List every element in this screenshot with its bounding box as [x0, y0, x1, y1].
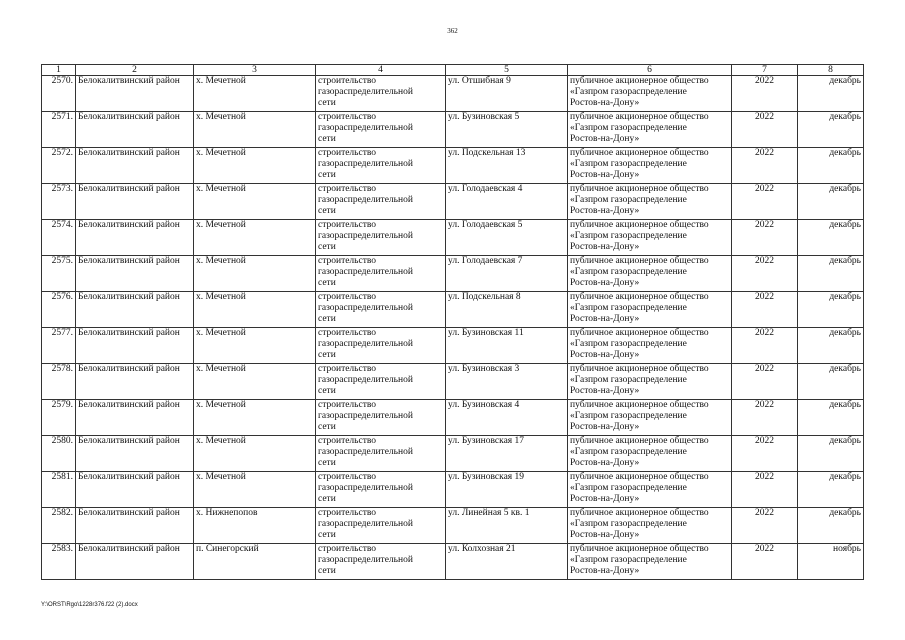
row-number-cell: 2575. — [42, 256, 76, 292]
month-cell: декабрь — [798, 76, 864, 112]
work-type-cell-line: газораспределительной — [318, 519, 413, 529]
locality-cell: х. Мечетной — [194, 436, 316, 472]
work-type-cell-line: газораспределительной — [318, 231, 413, 241]
work-type-cell-line: газораспределительной — [318, 159, 413, 169]
organization-cell-line: «Газпром газораспределение — [570, 411, 687, 421]
organization-cell-line: публичное акционерное общество — [570, 292, 709, 302]
month-cell: декабрь — [798, 184, 864, 220]
table-row — [42, 220, 864, 256]
district-cell: Белокалитвинский район — [76, 436, 194, 472]
work-type-cell-line: строительство — [318, 400, 377, 410]
work-type-cell-line: сети — [318, 314, 336, 324]
work-type-cell-line: строительство — [318, 436, 377, 446]
table-row — [42, 292, 864, 328]
address-cell: ул. Голодаевская 5 — [446, 220, 568, 256]
work-type-cell — [316, 436, 446, 472]
organization-cell — [568, 364, 732, 400]
locality-cell: х. Мечетной — [194, 220, 316, 256]
organization-cell-line: публичное акционерное общество — [570, 364, 709, 374]
work-type-cell-line: строительство — [318, 364, 377, 374]
organization-cell-line: Ростов-на-Дону» — [570, 386, 640, 396]
organization-cell-line: Ростов-на-Дону» — [570, 206, 640, 216]
address-cell: ул. Бузиновская 11 — [446, 328, 568, 364]
organization-cell-line: Ростов-на-Дону» — [570, 278, 640, 288]
work-type-cell-line: строительство — [318, 220, 377, 230]
work-type-cell-line: строительство — [318, 472, 377, 482]
locality-cell: х. Мечетной — [194, 148, 316, 184]
organization-cell-line: Ростов-на-Дону» — [570, 242, 640, 252]
organization-cell — [568, 328, 732, 364]
district-cell: Белокалитвинский район — [76, 400, 194, 436]
organization-cell-line: Ростов-на-Дону» — [570, 530, 640, 540]
work-type-cell-line: газораспределительной — [318, 483, 413, 493]
organization-cell-line: публичное акционерное общество — [570, 436, 709, 446]
year-cell: 2022 — [732, 148, 798, 184]
work-type-cell — [316, 292, 446, 328]
column-number: 6 — [568, 65, 732, 76]
year-cell: 2022 — [732, 76, 798, 112]
organization-cell-line: «Газпром газораспределение — [570, 519, 687, 529]
organization-cell-line: публичное акционерное общество — [570, 148, 709, 158]
work-type-cell-line: строительство — [318, 76, 377, 86]
work-type-cell — [316, 184, 446, 220]
file-path-footer: Y:\ORST\Rgo\1228r376.f22 (2).docx — [41, 602, 138, 608]
row-number-cell: 2570. — [42, 76, 76, 112]
district-cell: Белокалитвинский район — [76, 256, 194, 292]
work-type-cell — [316, 472, 446, 508]
organization-cell-line: публичное акционерное общество — [570, 400, 709, 410]
organization-cell-line: публичное акционерное общество — [570, 76, 709, 86]
work-type-cell-line: сети — [318, 566, 336, 576]
organization-cell-line: «Газпром газораспределение — [570, 231, 687, 241]
work-type-cell-line: строительство — [318, 328, 377, 338]
organization-cell-line: «Газпром газораспределение — [570, 555, 687, 565]
organization-cell — [568, 220, 732, 256]
work-type-cell — [316, 544, 446, 580]
month-cell: декабрь — [798, 220, 864, 256]
month-cell: декабрь — [798, 148, 864, 184]
address-cell: ул. Бузиновская 3 — [446, 364, 568, 400]
table-row — [42, 472, 864, 508]
page-number: 362 — [447, 27, 458, 35]
work-type-cell-line: газораспределительной — [318, 555, 413, 565]
column-number: 3 — [194, 65, 316, 76]
year-cell: 2022 — [732, 364, 798, 400]
year-cell: 2022 — [732, 400, 798, 436]
work-type-cell-line: сети — [318, 530, 336, 540]
work-type-cell-line: строительство — [318, 292, 377, 302]
row-number-cell: 2572. — [42, 148, 76, 184]
table-row — [42, 436, 864, 472]
work-type-cell-line: строительство — [318, 508, 377, 518]
address-cell: ул. Бузиновская 19 — [446, 472, 568, 508]
organization-cell — [568, 400, 732, 436]
organization-cell-line: «Газпром газораспределение — [570, 267, 687, 277]
row-number-cell: 2581. — [42, 472, 76, 508]
address-cell: ул. Колхозная 21 — [446, 544, 568, 580]
address-cell: ул. Бузиновская 4 — [446, 400, 568, 436]
organization-cell — [568, 112, 732, 148]
table-row — [42, 76, 864, 112]
year-cell: 2022 — [732, 184, 798, 220]
year-cell: 2022 — [732, 220, 798, 256]
organization-cell-line: Ростов-на-Дону» — [570, 494, 640, 504]
locality-cell: х. Мечетной — [194, 76, 316, 112]
row-number-cell: 2579. — [42, 400, 76, 436]
month-cell: декабрь — [798, 328, 864, 364]
organization-cell-line: «Газпром газораспределение — [570, 447, 687, 457]
table-row — [42, 400, 864, 436]
row-number-cell: 2582. — [42, 508, 76, 544]
table-row — [42, 544, 864, 580]
work-type-cell-line: газораспределительной — [318, 447, 413, 457]
work-type-cell-line: сети — [318, 134, 336, 144]
month-cell: декабрь — [798, 364, 864, 400]
month-cell: декабрь — [798, 436, 864, 472]
work-type-cell-line: газораспределительной — [318, 303, 413, 313]
organization-cell — [568, 148, 732, 184]
organization-cell-line: публичное акционерное общество — [570, 508, 709, 518]
work-type-cell-line: газораспределительной — [318, 339, 413, 349]
table-row — [42, 148, 864, 184]
organization-cell — [568, 184, 732, 220]
table-row — [42, 256, 864, 292]
organization-cell-line: Ростов-на-Дону» — [570, 98, 640, 108]
locality-cell: п. Синегорский — [194, 544, 316, 580]
organization-cell-line: публичное акционерное общество — [570, 328, 709, 338]
work-type-cell-line: газораспределительной — [318, 195, 413, 205]
work-type-cell-line: газораспределительной — [318, 267, 413, 277]
work-type-cell-line: сети — [318, 206, 336, 216]
address-cell: ул. Отшибная 9 — [446, 76, 568, 112]
locality-cell: х. Мечетной — [194, 112, 316, 148]
work-type-cell-line: сети — [318, 350, 336, 360]
district-cell: Белокалитвинский район — [76, 544, 194, 580]
locality-cell: х. Мечетной — [194, 400, 316, 436]
work-type-cell — [316, 112, 446, 148]
district-cell: Белокалитвинский район — [76, 364, 194, 400]
column-number: 5 — [446, 65, 568, 76]
work-type-cell-line: сети — [318, 278, 336, 288]
work-type-cell-line: газораспределительной — [318, 375, 413, 385]
column-number: 2 — [76, 65, 194, 76]
locality-cell: х. Мечетной — [194, 292, 316, 328]
address-cell: ул. Бузиновская 17 — [446, 436, 568, 472]
work-type-cell-line: строительство — [318, 256, 377, 266]
table-row — [42, 364, 864, 400]
organization-cell-line: «Газпром газораспределение — [570, 87, 687, 97]
year-cell: 2022 — [732, 436, 798, 472]
organization-cell-line: публичное акционерное общество — [570, 472, 709, 482]
row-number-cell: 2574. — [42, 220, 76, 256]
district-cell: Белокалитвинский район — [76, 112, 194, 148]
locality-cell: х. Мечетной — [194, 472, 316, 508]
address-cell: ул. Голодаевская 7 — [446, 256, 568, 292]
district-cell: Белокалитвинский район — [76, 328, 194, 364]
district-cell: Белокалитвинский район — [76, 472, 194, 508]
organization-cell-line: Ростов-на-Дону» — [570, 458, 640, 468]
work-type-cell — [316, 76, 446, 112]
organization-cell-line: Ростов-на-Дону» — [570, 314, 640, 324]
organization-cell-line: Ростов-на-Дону» — [570, 422, 640, 432]
year-cell: 2022 — [732, 508, 798, 544]
work-type-cell-line: строительство — [318, 148, 377, 158]
work-type-cell-line: сети — [318, 242, 336, 252]
work-type-cell-line: сети — [318, 458, 336, 468]
table-row — [42, 508, 864, 544]
work-type-cell-line: сети — [318, 494, 336, 504]
month-cell: декабрь — [798, 508, 864, 544]
locality-cell: х. Мечетной — [194, 256, 316, 292]
organization-cell-line: «Газпром газораспределение — [570, 483, 687, 493]
district-cell: Белокалитвинский район — [76, 292, 194, 328]
organization-cell-line: «Газпром газораспределение — [570, 303, 687, 313]
locality-cell: х. Мечетной — [194, 328, 316, 364]
month-cell: декабрь — [798, 292, 864, 328]
organization-cell — [568, 256, 732, 292]
work-type-cell-line: строительство — [318, 184, 377, 194]
row-number-cell: 2578. — [42, 364, 76, 400]
organization-cell — [568, 508, 732, 544]
address-cell: ул. Линейная 5 кв. 1 — [446, 508, 568, 544]
organization-cell-line: публичное акционерное общество — [570, 112, 709, 122]
work-type-cell — [316, 364, 446, 400]
locality-cell: х. Мечетной — [194, 364, 316, 400]
district-cell: Белокалитвинский район — [76, 220, 194, 256]
organization-cell — [568, 436, 732, 472]
work-type-cell-line: газораспределительной — [318, 411, 413, 421]
row-number-cell: 2583. — [42, 544, 76, 580]
district-cell: Белокалитвинский район — [76, 148, 194, 184]
month-cell: декабрь — [798, 256, 864, 292]
work-type-cell — [316, 220, 446, 256]
work-type-cell-line: газораспределительной — [318, 87, 413, 97]
column-number-row — [42, 65, 864, 76]
district-cell: Белокалитвинский район — [76, 184, 194, 220]
column-number: 7 — [732, 65, 798, 76]
month-cell: ноябрь — [798, 544, 864, 580]
work-type-cell — [316, 400, 446, 436]
organization-cell — [568, 76, 732, 112]
organization-cell-line: публичное акционерное общество — [570, 256, 709, 266]
table-row — [42, 328, 864, 364]
locality-cell: х. Нижнепопов — [194, 508, 316, 544]
row-number-cell: 2580. — [42, 436, 76, 472]
locality-cell: х. Мечетной — [194, 184, 316, 220]
row-number-cell: 2576. — [42, 292, 76, 328]
organization-cell-line: Ростов-на-Дону» — [570, 170, 640, 180]
organization-cell-line: «Газпром газораспределение — [570, 339, 687, 349]
work-type-cell-line: строительство — [318, 544, 377, 554]
organization-cell-line: Ростов-на-Дону» — [570, 566, 640, 576]
work-type-cell — [316, 148, 446, 184]
work-type-cell — [316, 508, 446, 544]
organization-cell-line: «Газпром газораспределение — [570, 123, 687, 133]
organization-cell-line: публичное акционерное общество — [570, 220, 709, 230]
month-cell: декабрь — [798, 112, 864, 148]
column-number: 1 — [42, 65, 76, 76]
organization-cell — [568, 544, 732, 580]
work-type-cell-line: сети — [318, 98, 336, 108]
organization-cell-line: «Газпром газораспределение — [570, 375, 687, 385]
month-cell: декабрь — [798, 472, 864, 508]
year-cell: 2022 — [732, 544, 798, 580]
organization-cell — [568, 472, 732, 508]
year-cell: 2022 — [732, 292, 798, 328]
work-type-cell — [316, 256, 446, 292]
organization-cell-line: Ростов-на-Дону» — [570, 134, 640, 144]
year-cell: 2022 — [732, 472, 798, 508]
work-type-cell-line: сети — [318, 422, 336, 432]
organization-cell-line: «Газпром газораспределение — [570, 195, 687, 205]
row-number-cell: 2573. — [42, 184, 76, 220]
table-row — [42, 184, 864, 220]
organization-cell — [568, 292, 732, 328]
column-number: 8 — [798, 65, 864, 76]
district-cell: Белокалитвинский район — [76, 508, 194, 544]
column-number: 4 — [316, 65, 446, 76]
table-row — [42, 112, 864, 148]
organization-cell-line: публичное акционерное общество — [570, 184, 709, 194]
work-type-cell — [316, 328, 446, 364]
organization-cell-line: Ростов-на-Дону» — [570, 350, 640, 360]
district-cell: Белокалитвинский район — [76, 76, 194, 112]
work-type-cell-line: строительство — [318, 112, 377, 122]
row-number-cell: 2577. — [42, 328, 76, 364]
month-cell: декабрь — [798, 400, 864, 436]
year-cell: 2022 — [732, 112, 798, 148]
address-cell: ул. Подскельная 8 — [446, 292, 568, 328]
work-type-cell-line: газораспределительной — [318, 123, 413, 133]
schedule-table — [41, 64, 864, 580]
year-cell: 2022 — [732, 256, 798, 292]
work-type-cell-line: сети — [318, 386, 336, 396]
row-number-cell: 2571. — [42, 112, 76, 148]
address-cell: ул. Бузиновская 5 — [446, 112, 568, 148]
organization-cell-line: публичное акционерное общество — [570, 544, 709, 554]
work-type-cell-line: сети — [318, 170, 336, 180]
organization-cell-line: «Газпром газораспределение — [570, 159, 687, 169]
address-cell: ул. Подскельная 13 — [446, 148, 568, 184]
year-cell: 2022 — [732, 328, 798, 364]
address-cell: ул. Голодаевская 4 — [446, 184, 568, 220]
